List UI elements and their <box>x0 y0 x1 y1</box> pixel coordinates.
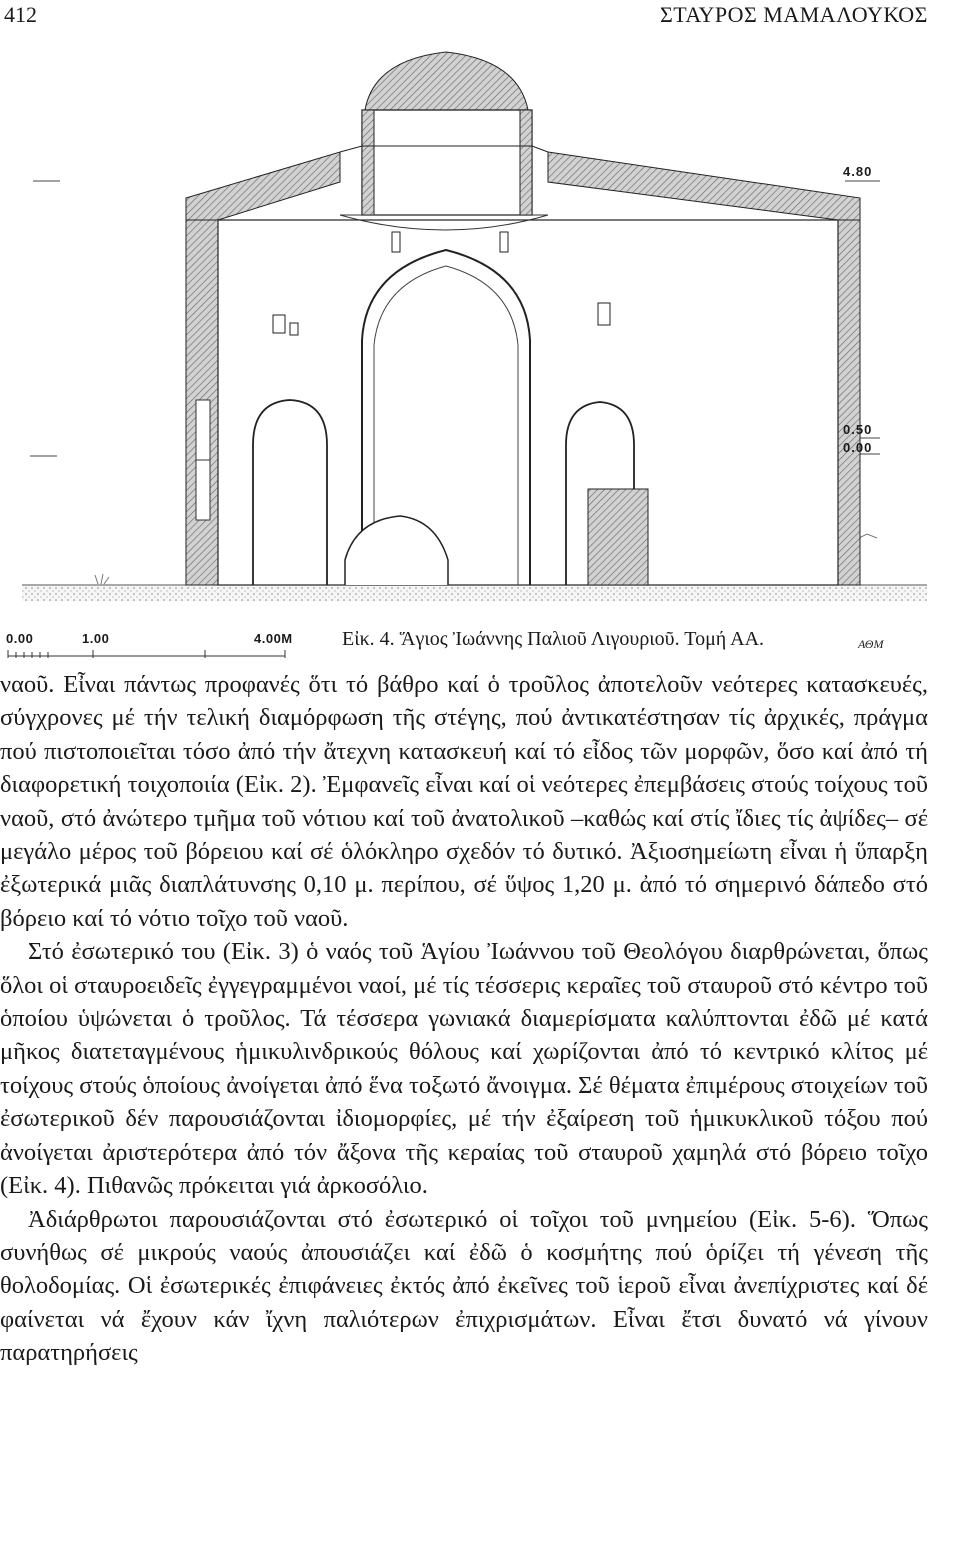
paragraph: Στό ἐσωτερικό του (Εἰκ. 3) ὁ ναός τοῦ Ἁγίου Ἰωάννου τοῦ Θεολόγου διαρθρώνεται, ὅπως ὅλοι οἱ σταυροειδεῖς ἐγγεγραμμένοι ναοί, μέ τίς τέσσερις κεραῖες τοῦ σταυροῦ στό κέντρο τοῦ ὁποίου ὑψώνεται ὁ τροῦλος. Τά τέσσερα γωνιακά διαμερίσματα καλύπτονται ἐδῶ μέ κατά μῆκος διατεταγμένους ἡμικυλινδρικούς θόλους καί χωρίζονται ἀπό τό κεντρικό κλίτος μέ τοίχους στούς ὁποίους ἀνοίγεται ἀπό ἕνα τοξωτό ἄνοιγμα. Σέ θέματα ἐπιμέρους στοιχείων τοῦ ἐσωτερικοῦ δέν παρουσιάζονται ἰδιομορφίες, μέ τήν ἐξαίρεση τοῦ ἡμικυκλικοῦ τόξου πού ἀνοίγεται ἀριστερότερα ἀπό τόν ἄξονα τῆς κεραίας τοῦ σταυροῦ χαμηλά στό βόρειο τοῖχο (Εἰκ. 4). Πιθανῶς πρόκειται γιά ἀρκοσόλιο. <box>0 938 928 1200</box>
scale-label-4: 4.00M <box>254 631 293 646</box>
figure-caption: Εἰκ. 4. Ἅγιος Ἰωάννης Παλιοῦ Λιγουριοῦ. Τομή ΑΑ. <box>342 628 765 650</box>
body-text <box>0 668 928 1370</box>
level-label-top: 4.80 <box>843 164 873 179</box>
page-header <box>0 0 960 40</box>
level-label-floor: 0.00 <box>843 440 873 455</box>
page-number: 412 <box>4 2 37 27</box>
level-label-mid: 0.50 <box>843 422 873 437</box>
scale-label-0: 0.00 <box>6 631 34 646</box>
drafter-initials: ΑΘΜ <box>858 637 884 651</box>
scale-label-1: 1.00 <box>82 631 110 646</box>
paragraph: ναοῦ. Εἶναι πάντως προφανές ὅτι τό βάθρο καί ὁ τροῦλος ἀποτελοῦν νεότερες κατασκευές, σύγχρονες μέ τήν τελική διαμόρφωση τῆς στέγης, πού ἀντικατέστησαν τίς ἀρχικές, πράγμα πού πιστοποιεῖται τόσο ἀπό τήν ἄτεχνη κατασκευή καί τό εἶδος τῶν μορφῶν, ὅσο καί ἀπό τή διαφορετική τοιχοποιία (Εἰκ. 2). Ἐμφανεῖς εἶναι καί οἱ νεότερες ἐπεμβάσεις στούς τοίχους τοῦ ναοῦ, στό ἀνώτερο τμῆμα τοῦ νότιου καί τοῦ ἀνατολικοῦ –καθώς καί στίς ἴδιες τίς ἀψίδες– σέ μεγάλο μέρος τοῦ βόρειου καί σέ ὁλόκληρο σχεδόν τό δυτικό. Ἀξιοσημείωτη εἶναι ἡ ὕπαρξη ἐξωτερικά μιᾶς διαπλάτυνσης 0,10 μ. περίπου, σέ ὕψος 1,20 μ. ἀπό τό σημερινό δάπεδο στό βόρειο καί τό νότιο τοῖχο τοῦ ναοῦ. <box>0 671 928 932</box>
paragraph: Ἀδιάρθρωτοι παρουσιάζονται στό ἐσωτερικό οἱ τοῖχοι τοῦ μνημείου (Εἰκ. 5-6). Ὅπως συνήθως σέ μικρούς ναούς ἀπουσιάζει καί ἐδῶ ὁ κοσμήτης πού ὁρίζει τή γένεση τῆς θολοδομίας. Οἱ ἐσωτερικές ἐπιφάνειες ἐκτός ἀπό ἐκεῖνες τοῦ ἱεροῦ εἶναι ἀνεπίχριστες καί δέ φαίνεται νά ἔχουν κάν ἴχνη παλιότερων ἐπιχρισμάτων. Εἶναι ἔτσι δυνατό νά γίνουν παρατηρήσεις <box>0 1205 928 1367</box>
running-title: ΣΤΑΥΡΟΣ ΜΑΜΑΛΟΥΚΟΣ <box>659 2 928 27</box>
section-drawing-figure <box>0 40 960 660</box>
scale-bar <box>0 40 960 660</box>
